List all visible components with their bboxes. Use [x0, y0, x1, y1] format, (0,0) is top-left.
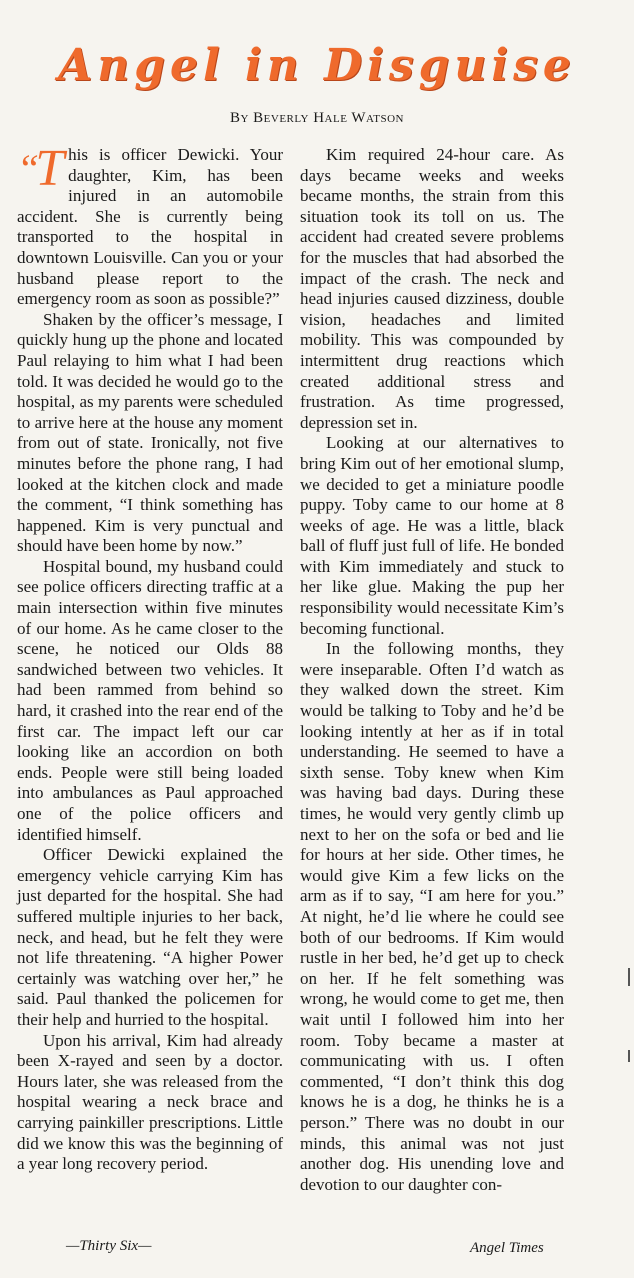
scan-edge-mark: [628, 968, 630, 986]
drop-cap: “T: [17, 140, 65, 197]
paragraph-5: Upon his arrival, Kim had already been X-rayed and seen by a doctor. Hours later, she was released from the hospital wearing a neck brace and carrying painkiller prescriptions. Little did we know this was the beginning of a year long recovery period.: [17, 1030, 283, 1174]
paragraph-1: “T his is officer Dewicki. Your daughter, Kim, has been injured in an automobile accident. She is currently being transported to the hospital in downtown Louisville. Can you or your husband please report to the emergency room as soon as possible?”: [17, 140, 283, 309]
paragraph-8: In the following months, they were inseparable. Often I’d watch as they walked down the street. Kim would be talking to Toby and he’d be looking intently at her as if in total understanding. He seemed to have a sixth sense. Toby knew when Kim was having bad days. During these times, he would very gently climb up next to her on the sofa or bed and lie for hours at her side. Other times, he would give Kim a few licks on the arm as if to say, “I am here for you.” At night, he’d lie where he could see both of our bedrooms. If Kim would rustle in her bed, he’d get up to check on her. If he felt something was wrong, he would come to get me, then wait until I followed him into her room. Toby became a master at communicating with us. I often commented, “I don’t think this dog knows he is a dog, he thinks he is a person.” There was no doubt in our minds, this animal was not just another dog. His unending love and devotion to our daughter con-: [300, 639, 564, 1194]
byline: By Beverly Hale Watson: [229, 110, 405, 126]
publication-name: Angel Times: [470, 1240, 544, 1256]
paragraph-7: Looking at our alternatives to bring Kim out of her emotional slump, we decided to get a miniature poodle puppy. Toby came to our home at 8 weeks of age. He was a little, black ball of fluff just full of life. He bonded with Kim immediately and stuck to her like glue. Making the pup her responsibility would necessitate Kim’s becoming functional.: [300, 433, 564, 638]
paragraph-3: Hospital bound, my husband could see police officers directing traffic at a main intersection within five minutes of our home. As he came closer to the scene, he noticed our Olds 88 sandwiched between two vehicles. It had been rammed from behind so hard, it crashed into the rear end of the first car. The impact left our car looking like an accordion on both ends. People were still being loaded into ambulances as Paul approached one of the police officers and identified himself.: [17, 556, 283, 844]
paragraph-6: Kim required 24-hour care. As days became weeks and weeks became months, the strain from this situation took its toll on us. The accident had created severe problems for the muscles that had absorbed the impact of the crash. The neck and head injuries caused dizziness, double vision, headaches and limited mobility. This was compounded by intermittent drug reactions which created additional stress and frustration. As time progressed, depression set in.: [300, 145, 564, 432]
scan-edge-mark: [628, 1050, 630, 1062]
paragraph-2: Shaken by the officer’s message, I quickly hung up the phone and located Paul relaying to him what I had been told. It was decided he would go to the hospital, as my parents were scheduled to arrive here at the house any moment from out of state. Ironically, not five minutes before the phone rang, I had looked at the kitchen clock and made the comment, “I think something has happened. Kim is very punctual and should have been home by now.”: [17, 309, 283, 556]
paragraph-4: Officer Dewicki explained the emergency vehicle carrying Kim has just departed for the hospital. She had suffered multiple injuries to her back, neck, and head, but he felt they were not life threatening. “A higher Power certainly was watching over her,” he said. Paul thanked the policemen for their help and hurried to the hospital.: [17, 845, 283, 1029]
page-number: —Thirty Six—: [66, 1238, 152, 1254]
article-title: Angel in Disguise: [58, 40, 576, 91]
left-column: [17, 140, 283, 1175]
right-column: [300, 145, 564, 1195]
